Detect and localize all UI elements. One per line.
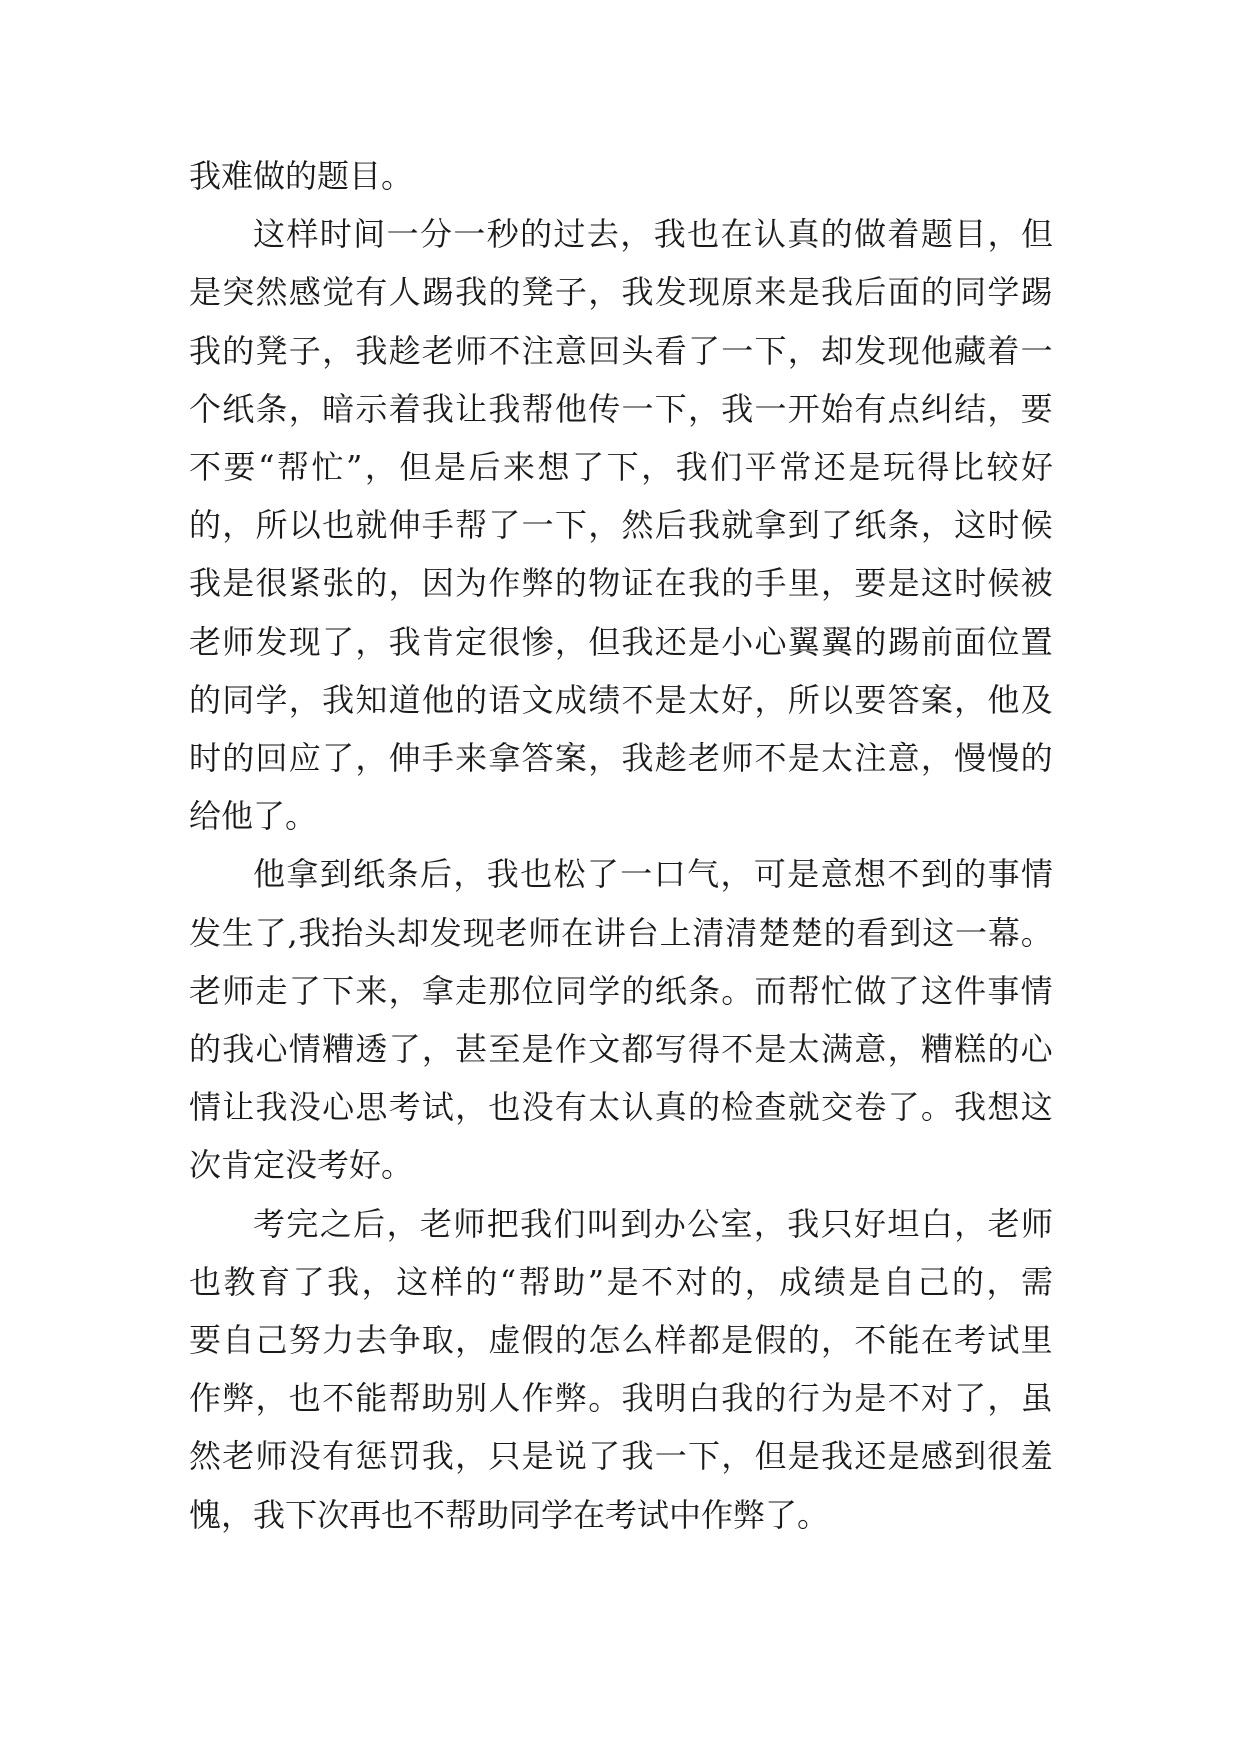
text-line: 他 拿 到 纸 条 后 ， 我 也 松 了 一 口 气 ， 可 是 意 想 不 到 的 事 情: [253, 855, 1053, 894]
text-line: 情 让 我 没 心 思 考 试 ， 也 没 有 太 认 真 的 检 查 就 交 卷 了 。 我 想 这: [189, 1088, 1053, 1127]
text-line: 考 完 之 后 ， 老 师 把 我 们 叫 到 办 公 室 ， 我 只 好 坦 白 ， 老 师: [253, 1204, 1053, 1243]
text-line: 我难做的题目。: [189, 157, 414, 195]
text-line: 这 样 时 间 一 分 一 秒 的 过 去 ， 我 也 在 认 真 的 做 着 题 目 ， 但: [253, 215, 1053, 254]
text-line: 次肯定没考好。: [189, 1146, 414, 1185]
text-line: 我 是 很 紧 张 的 ， 因 为 作 弊 的 物 证 在 我 的 手 里 ， 要 是 这 时 候 被: [189, 564, 1053, 603]
text-line: 我 的 凳 子 ， 我 趁 老 师 不 注 意 回 头 看 了 一 下 ， 却 发 现 他 藏 着 一: [189, 331, 1053, 370]
text-line: 是 突 然 感 觉 有 人 踢 我 的 凳 子 ， 我 发 现 原 来 是 我 后 面 的 同 学 踢: [189, 273, 1053, 312]
text-line: 发 生 了 , 我 抬 头 却 发 现 老 师 在 讲 台 上 清 清 楚 楚 的 看 到 这 一 幕 。: [189, 913, 1053, 952]
text-line: 的 ， 所 以 也 就 伸 手 帮 了 一 下 ， 然 后 我 就 拿 到 了 纸 条 ， 这 时 候: [189, 506, 1053, 545]
text-line: 给他了。: [189, 797, 318, 836]
text-line: 老 师 走 了 下 来 ， 拿 走 那 位 同 学 的 纸 条 。 而 帮 忙 做 了 这 件 事 情: [189, 971, 1053, 1010]
text-line: 愧，我下次再也不帮助同学在考试中作弊了。: [189, 1495, 830, 1534]
text-line: 的 同 学 ， 我 知 道 他 的 语 文 成 绩 不 是 太 好 ， 所 以 要 答 案 ， 他 及: [189, 680, 1053, 719]
text-line: 个 纸 条 ， 暗 示 着 我 让 我 帮 他 传 一 下 ， 我 一 开 始 有 点 纠 结 ， 要: [189, 389, 1053, 428]
text-line: 不 要 “ 帮 忙 ” ， 但 是 后 来 想 了 下 ， 我 们 平 常 还 是 玩 得 比 较 好: [189, 448, 1053, 486]
text-line: 要 自 己 努 力 去 争 取 ， 虚 假 的 怎 么 样 都 是 假 的 ， 不 能 在 考 试 里: [189, 1321, 1053, 1359]
text-line: 的 我 心 情 糟 透 了 ， 甚 至 是 作 文 都 写 得 不 是 太 满 意 ， 糟 糕 的 心: [189, 1030, 1053, 1068]
text-line: 也 教 育 了 我 ， 这 样 的 “ 帮 助 ” 是 不 对 的 ， 成 绩 是 自 己 的 ， 需: [189, 1262, 1053, 1301]
text-line: 老 师 发 现 了 ， 我 肯 定 很 惨 ， 但 我 还 是 小 心 翼 翼 的 踢 前 面 位 置: [189, 622, 1053, 661]
text-line: 作 弊 ， 也 不 能 帮 助 别 人 作 弊 。 我 明 白 我 的 行 为 是 不 对 了 ， 虽: [189, 1379, 1053, 1418]
text-line: 时 的 回 应 了 ， 伸 手 来 拿 答 案 ， 我 趁 老 师 不 是 太 注 意 ， 慢 慢 的: [189, 739, 1053, 777]
text-line: 然 老 师 没 有 惩 罚 我 ， 只 是 说 了 我 一 下 ， 但 是 我 还 是 感 到 很 羞: [189, 1437, 1053, 1476]
